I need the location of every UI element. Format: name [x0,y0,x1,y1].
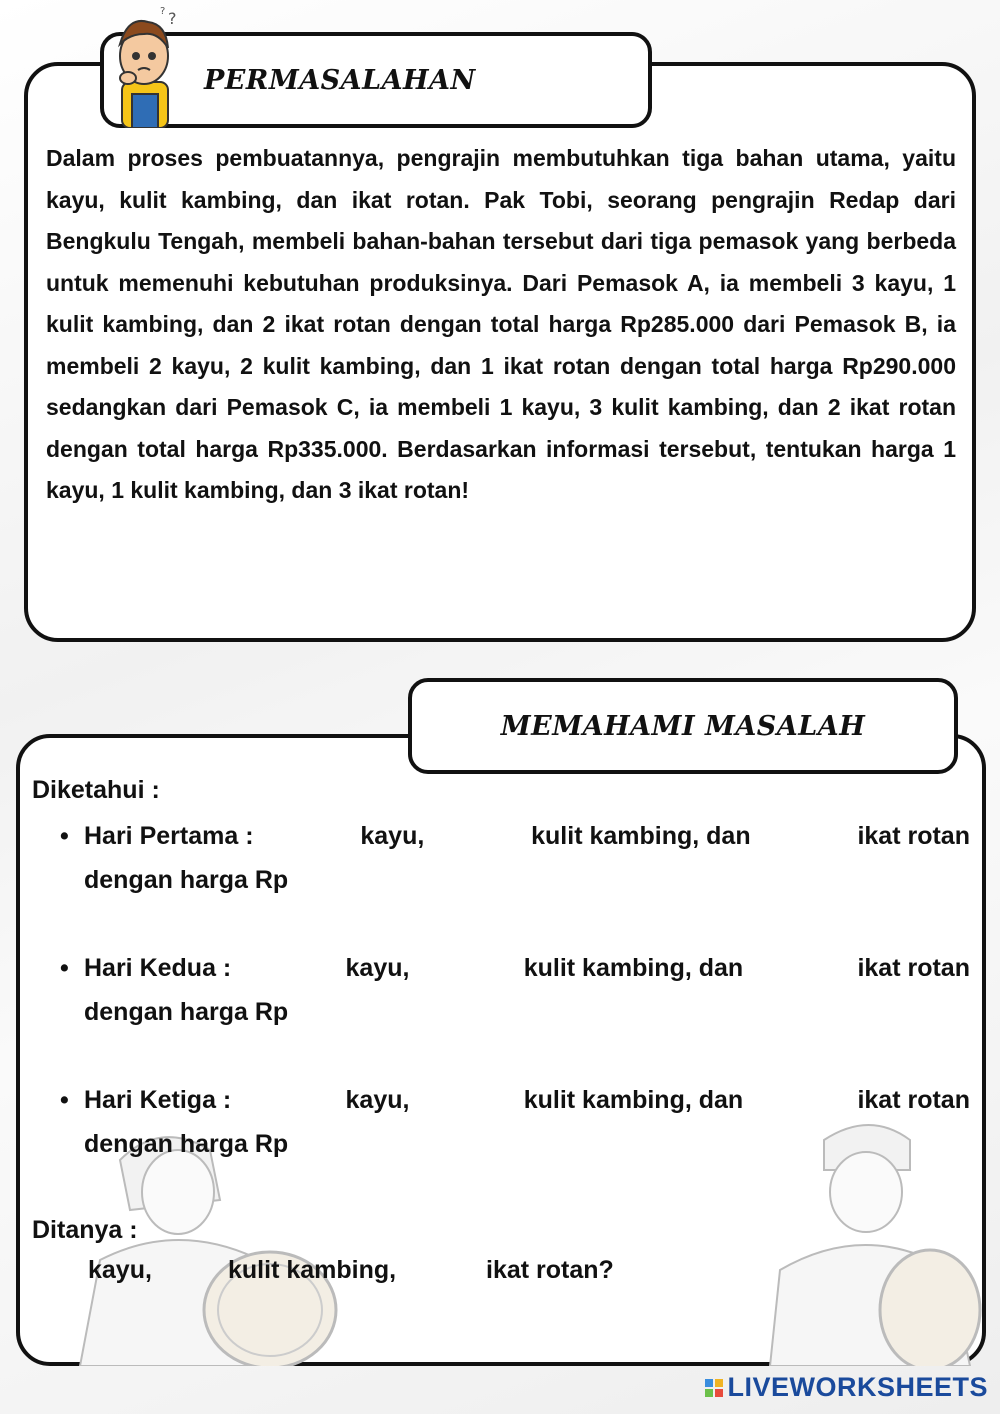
bullet-icon: • [60,821,69,850]
known-label: Diketahui : [32,776,160,804]
problem-title-tab [100,32,652,128]
problem-paragraph: Dalam proses pembuatannya, pengrajin membutuhkan tiga bahan utama, yaitu kayu, kulit kambing, dan ikat rotan. Pak Tobi, seorang pengrajin Redap dari Bengkulu Tengah, membeli bahan-bahan tersebut dari tiga pemasok yang berbeda untuk memenuhi kebutuhan produksinya. Dari Pemasok A, ia membeli 3 kayu, 1 kulit kambing, dan 2 ikat rotan dengan total harga Rp285.000 dari Pemasok B, ia membeli 2 kayu, 2 kulit kambing, dan 1 ikat rotan dengan total harga Rp290.000 sedangkan dari Pemasok C, ia membeli 1 kayu, 3 kulit kambing, dan 2 ikat rotan dengan total harga Rp335.000. Berdasarkan informasi tersebut, tentukan harga 1 kayu, 1 kulit kambing, dan 3 ikat rotan! [46,145,956,503]
known-item-2 [60,946,970,1034]
thinking-boy-icon [108,4,180,128]
asked-rattan: ikat rotan? [486,1256,614,1284]
bullet-icon: • [60,953,69,982]
rattan-text: ikat rotan [857,1085,970,1114]
svg-text:?: ? [160,6,166,17]
svg-text:?: ? [168,9,177,28]
wood-text: kayu, [345,1085,410,1114]
problem-title: PERMASALAHAN [204,64,476,96]
understanding-title: MEMAHAMI MASALAH [500,710,866,742]
known-item-1 [60,814,970,902]
known-item-3 [60,1078,970,1166]
asked-leather: kulit kambing, [228,1256,397,1284]
leather-text: kulit kambing, dan [523,1085,744,1114]
understanding-title-tab [408,678,958,774]
rattan-text: ikat rotan [857,821,970,850]
wood-text: kayu, [345,953,410,982]
bullet-icon: • [60,1085,69,1114]
liveworksheets-logo[interactable] [705,1372,988,1403]
day-label: Hari Pertama : [84,821,254,850]
asked-wood: kayu, [88,1256,152,1284]
logo-icon [705,1379,723,1397]
logo-text: LIVEWORKSHEETS [727,1372,988,1402]
leather-text: kulit kambing, dan [531,821,751,850]
leather-text: kulit kambing, dan [523,953,744,982]
asked-label: Ditanya : [32,1216,138,1244]
rattan-text: ikat rotan [857,953,970,982]
day-label: Hari Kedua : [84,953,232,982]
wood-text: kayu, [360,821,425,850]
price-text: dengan harga Rp [84,865,289,894]
price-text: dengan harga Rp [84,997,289,1026]
day-label: Hari Ketiga : [84,1085,232,1114]
price-text: dengan harga Rp [84,1129,289,1158]
